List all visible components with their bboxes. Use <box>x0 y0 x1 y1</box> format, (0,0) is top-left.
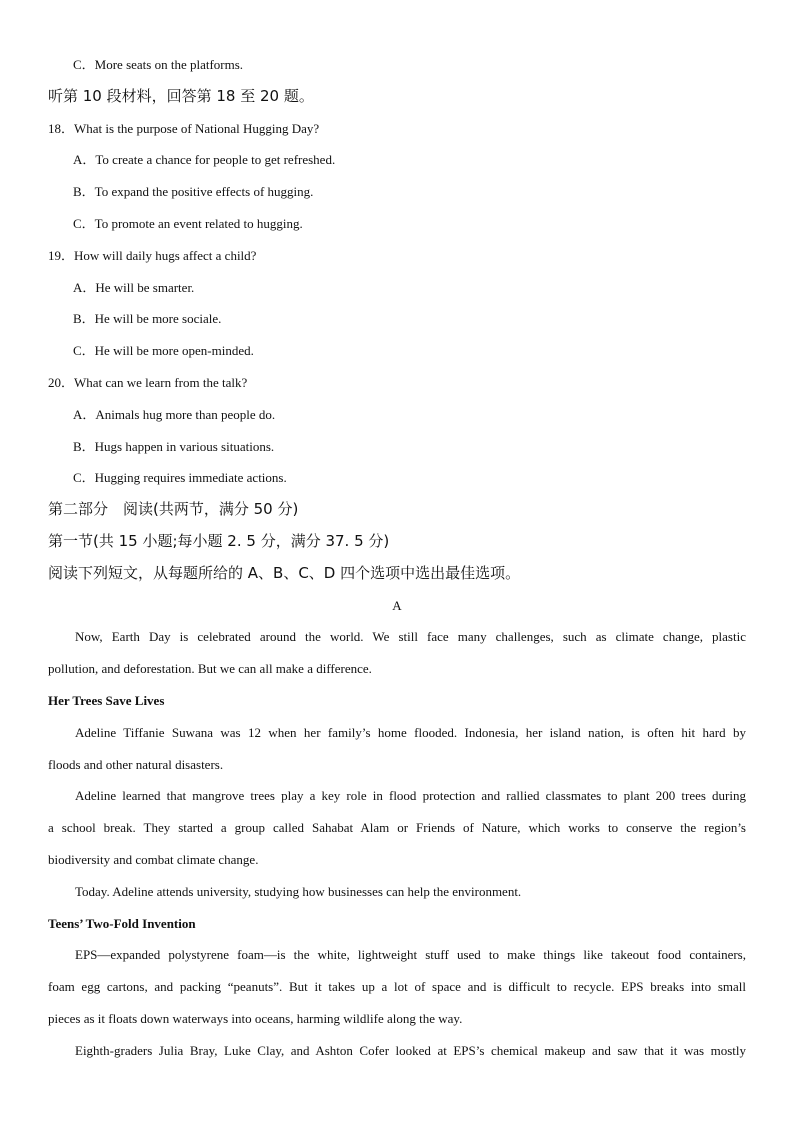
option-20b: B．Hugs happen in various situations. <box>73 439 275 454</box>
question-20: 20．What can we learn from the talk? <box>48 375 248 390</box>
question-18: 18．What is the purpose of National Hugging Day? <box>48 121 320 136</box>
passage-line: floods and other natural disasters. <box>48 757 224 772</box>
subheading-her-trees: Her Trees Save Lives <box>48 693 165 708</box>
passage-line: Adeline learned that mangrove trees play a key role in flood protection and rallied classmates to plant 200 trees during <box>75 788 746 803</box>
option-20a: A．Animals hug more than people do. <box>73 407 276 422</box>
option-18c: C．To promote an event related to hugging. <box>73 216 303 231</box>
passage-line: Now, Earth Day is celebrated around the world. We still face many challenges, such as climate change, plastic <box>75 629 746 644</box>
passage-line: Adeline Tiffanie Suwana was 12 when her family’s home flooded. Indonesia, her island nation, is often hit hard by <box>75 725 746 740</box>
option-19b: B．He will be more sociale. <box>73 311 222 326</box>
passage-line: Eighth-graders Julia Bray, Luke Clay, and Ashton Cofer looked at EPS’s chemical makeup and saw that it was mostly <box>75 1043 746 1058</box>
question-19: 19．How will daily hugs affect a child? <box>48 248 257 263</box>
passage-line: Today. Adeline attends university, studying how businesses can help the environment. <box>75 884 522 899</box>
passage-line: EPS—expanded polystyrene foam—is the white, lightweight stuff used to make things like takeout food containers, <box>75 947 746 962</box>
option-20c: C．Hugging requires immediate actions. <box>73 470 287 485</box>
option-17c: C．More seats on the platforms. <box>73 57 244 72</box>
subheading-two-fold: Teens’ Two-Fold Invention <box>48 916 196 931</box>
passage-line: pollution, and deforestation. But we can all make a difference. <box>48 661 372 676</box>
option-18b: B．To expand the positive effects of hugging. <box>73 184 314 199</box>
option-19a: A．He will be smarter. <box>73 280 195 295</box>
passage-line: a school break. They started a group called Sahabat Alam or Friends of Nature, which works to conserve the region’s <box>48 820 746 835</box>
passage-line: foam egg cartons, and packing “peanuts”. But it takes up a lot of space and is difficult to recycle. EPS breaks into small <box>48 979 746 994</box>
passage-line: pieces as it floats down waterways into oceans, harming wildlife along the way. <box>48 1011 463 1026</box>
reading-instruction: 阅读下列短文，从每题所给的 A、B、C、D 四个选项中选出最佳选项。 <box>48 564 521 582</box>
section-heading-part2-sec1: 第一节(共 15 小题;每小题 2. 5 分，满分 37. 5 分) <box>48 532 390 550</box>
option-18a: A．To create a chance for people to get refreshed. <box>73 152 336 167</box>
section-heading-part2: 第二部分 阅读(共两节，满分 50 分) <box>48 500 299 518</box>
passage-line: biodiversity and combat climate change. <box>48 852 259 867</box>
listening-instruction: 听第 10 段材料，回答第 18 至 20 题。 <box>48 87 314 105</box>
passage-label: A <box>392 598 402 613</box>
option-19c: C．He will be more open-minded. <box>73 343 254 358</box>
